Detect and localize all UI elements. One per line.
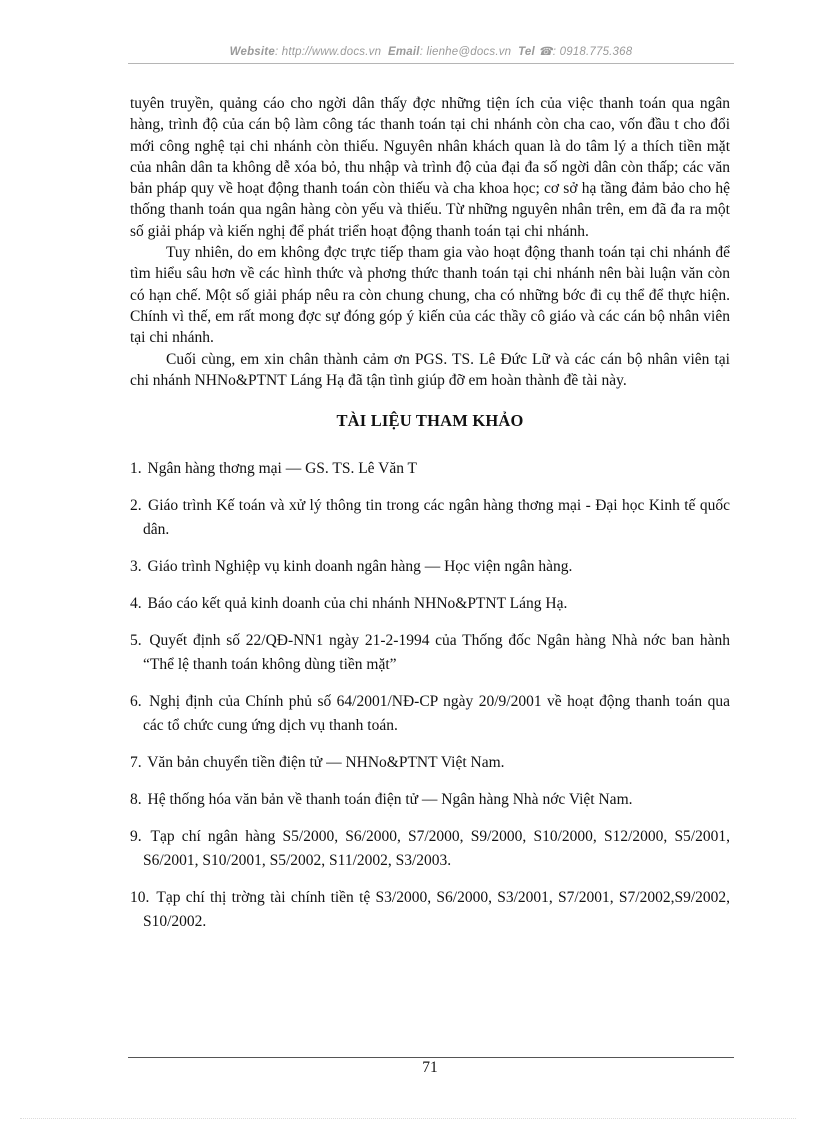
page-header: [128, 44, 734, 58]
reference-text: Tạp chí thị trờng tài chính tiền tệ S3/2000, S6/2000, S3/2001, S7/2001, S7/2002,S9/2002, S10/2002.: [143, 889, 730, 931]
reference-text: Giáo trình Kế toán và xử lý thông tin trong các ngân hàng thơng mại - Đại học Kinh tế quốc dân.: [143, 497, 730, 539]
reference-item: [130, 457, 730, 481]
reference-number: 2.: [130, 497, 142, 515]
reference-text: Báo cáo kết quả kinh doanh của chi nhánh NHNo&PTNT Láng Hạ.: [147, 595, 568, 613]
body-paragraph-2: Tuy nhiên, do em không đợc trực tiếp tham gia vào hoạt động thanh toán tại chi nhánh để tìm hiểu sâu hơn về các hình thức và phơng thức thanh toán tại chi nhánh nên bài luận văn còn có hạn chế. Một số giải pháp nêu ra còn chung chung, cha có những bớc đi cụ thể để thực hiện. Chính vì thế, em rất mong đợc sự đóng góp ý kiến của các thầy cô giáo và các cán bộ nhân viên tại chi nhánh.: [130, 244, 730, 347]
page-content: [130, 93, 730, 947]
reference-text: Tạp chí ngân hàng S5/2000, S6/2000, S7/2000, S9/2000, S10/2000, S12/2000, S5/2001, S6/2001, S10/2001, S5/2002, S11/2002, S3/2003.: [143, 828, 730, 870]
reference-number: 6.: [130, 693, 142, 711]
page-number: 71: [422, 1059, 438, 1076]
reference-item: [130, 592, 730, 616]
page-bottom-border: [20, 1118, 796, 1119]
tel-value: ☎: 0918.775.368: [538, 46, 633, 58]
reference-number: 3.: [130, 558, 142, 576]
email-label: Email: [388, 46, 420, 58]
references-title: TÀI LIỆU THAM KHẢO: [336, 411, 524, 431]
reference-text: Quyết định số 22/QĐ-NN1 ngày 21-2-1994 của Thống đốc Ngân hàng Nhà nớc ban hành “Thể lệ thanh toán không dùng tiền mặt”: [143, 632, 730, 674]
reference-number: 4.: [130, 595, 142, 613]
reference-item: [130, 555, 730, 579]
reference-item: [130, 788, 730, 812]
header-divider: [128, 63, 734, 64]
reference-text: Nghị định của Chính phủ số 64/2001/NĐ-CP ngày 20/9/2001 về hoạt động thanh toán qua các tổ chức cung ứng dịch vụ thanh toán.: [143, 693, 730, 735]
reference-text: Hệ thống hóa văn bản về thanh toán điện tử — Ngân hàng Nhà nớc Việt Nam.: [147, 791, 633, 809]
website-value: : http://www.docs.vn: [274, 46, 382, 58]
reference-item: [130, 886, 730, 934]
website-label: Website: [229, 46, 275, 58]
tel-label: Tel: [518, 46, 535, 58]
reference-item: [130, 751, 730, 775]
body-paragraph-3: Cuối cùng, em xin chân thành cảm ơn PGS. TS. Lê Đức Lữ và các cán bộ nhân viên tại chi nhánh NHNo&PTNT Láng Hạ đã tận tình giúp đỡ em hoàn thành đề tài này.: [130, 350, 730, 389]
footer-divider: [128, 1057, 734, 1058]
reference-item: [130, 690, 730, 738]
body-paragraph-1: tuyên truyền, quảng cáo cho ngời dân thấy đợc những tiện ích của việc thanh toán qua ngân hàng, trình độ của cán bộ làm công tác thanh toán tại chi nhánh còn cha cao, vốn đầu t cho đổi mới công nghệ tại chi nhánh còn thiếu. Nguyên nhân khách quan là do tâm lý a thích tiền mặt của nhân dân ta không dễ xóa bỏ, thu nhập và trình độ của đại đa số ngời dân còn thấp; các văn bản pháp quy về hoạt động thanh toán còn thiếu và cha khoa học; cơ sở hạ tầng đảm bảo cho hệ thống thanh toán qua ngân hàng còn yếu và thiếu. Từ những nguyên nhân trên, em đã đa ra một số giải pháp và kiến nghị để phát triển hoạt động thanh toán tại chi nhánh.: [130, 95, 730, 240]
reference-number: 7.: [130, 754, 142, 772]
reference-item: [130, 494, 730, 542]
reference-text: Ngân hàng thơng mại — GS. TS. Lê Văn T: [147, 460, 418, 478]
reference-number: 5.: [130, 632, 142, 650]
reference-number: 10.: [130, 889, 150, 907]
reference-number: 8.: [130, 791, 142, 809]
reference-text: Giáo trình Nghiệp vụ kinh doanh ngân hàng — Học viện ngân hàng.: [147, 558, 573, 576]
email-value: : lienhe@docs.vn: [419, 46, 512, 58]
reference-number: 9.: [130, 828, 142, 846]
reference-text: Văn bản chuyển tiền điện tử — NHNo&PTNT Việt Nam.: [147, 754, 505, 772]
reference-number: 1.: [130, 460, 142, 478]
reference-item: [130, 629, 730, 677]
references-list: [130, 457, 730, 934]
reference-item: [130, 825, 730, 873]
